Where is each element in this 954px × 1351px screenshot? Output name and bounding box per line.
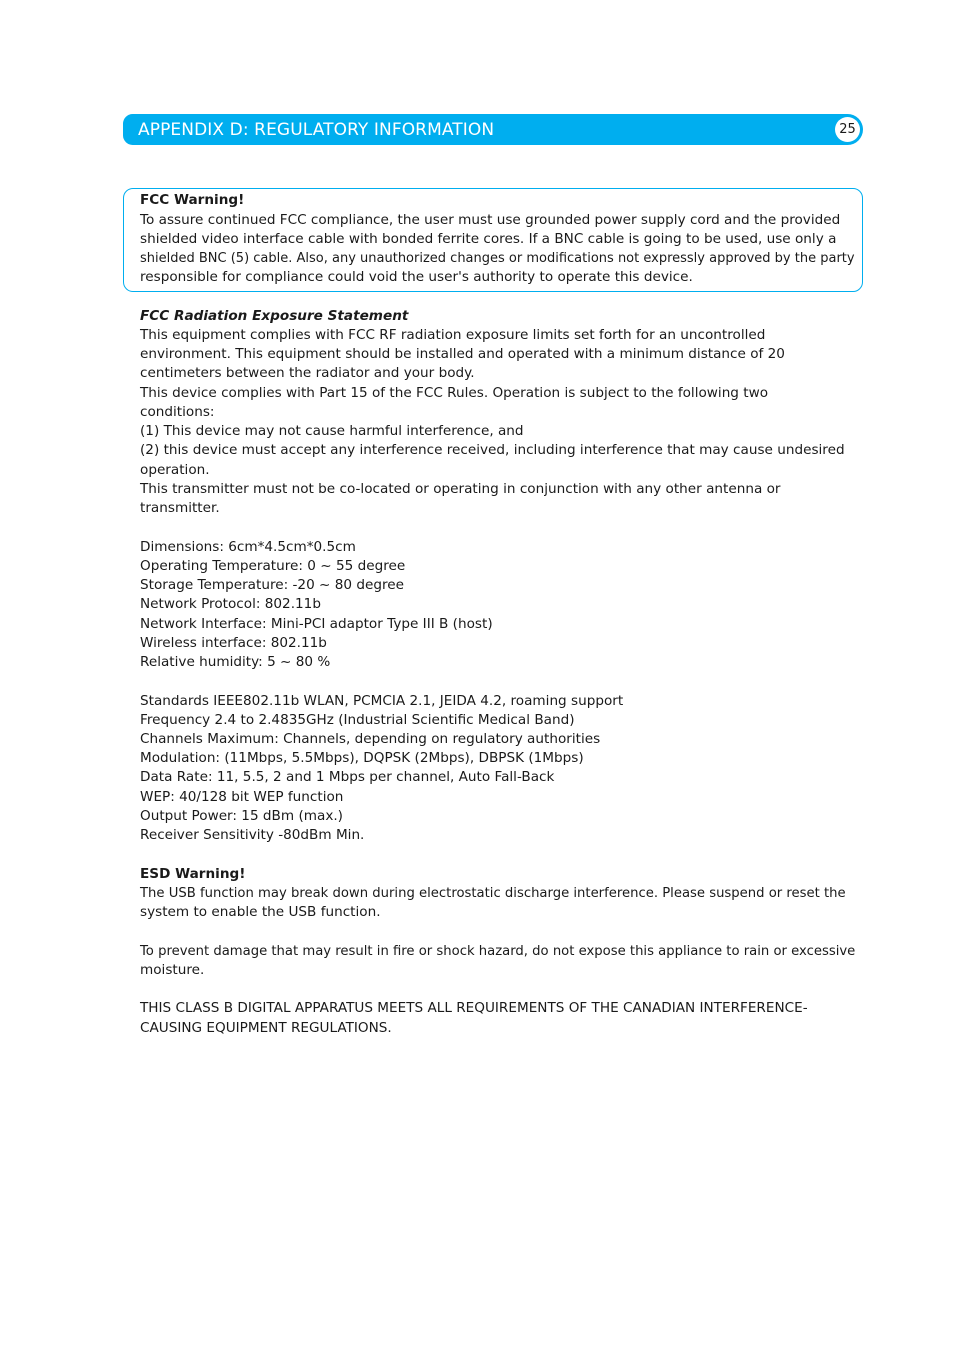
spec-line: Dimensions: 6cm*4.5cm*0.5cm bbox=[140, 539, 356, 555]
fcc-warning-heading: FCC Warning! bbox=[140, 192, 245, 208]
spec-line: Standards IEEE802.11b WLAN, PCMCIA 2.1, JEIDA 4.2, roaming support bbox=[140, 693, 624, 709]
radiation-line: This transmitter must not be co-located or operating in conjunction with any other antenna or bbox=[140, 481, 781, 497]
radiation-line: centimeters between the radiator and your body. bbox=[140, 365, 475, 381]
spec-line: Operating Temperature: 0 ~ 55 degree bbox=[140, 558, 406, 574]
radiation-line: (1) This device may not cause harmful interference, and bbox=[140, 423, 524, 439]
spec-line: Data Rate: 11, 5.5, 2 and 1 Mbps per channel, Auto Fall-Back bbox=[140, 769, 555, 785]
fcc-warning-line: shielded BNC (5) cable. Also, any unauthorized changes or modifications not expressly approved by the party bbox=[140, 251, 855, 266]
fcc-warning-line: responsible for compliance could void the user's authority to operate this device. bbox=[140, 269, 693, 285]
esd-line: system to enable the USB function. bbox=[140, 904, 381, 920]
esd-line: The USB function may break down during electrostatic discharge interference. Please suspend or reset the bbox=[140, 886, 846, 901]
spec-line: Frequency 2.4 to 2.4835GHz (Industrial Scientific Medical Band) bbox=[140, 712, 575, 728]
spec-line: Network Protocol: 802.11b bbox=[140, 596, 321, 612]
esd-warning-heading: ESD Warning! bbox=[140, 866, 246, 882]
radiation-line: conditions: bbox=[140, 404, 215, 420]
fcc-warning-line: To assure continued FCC compliance, the user must use grounded power supply cord and the provided bbox=[140, 212, 841, 228]
hazard-line: To prevent damage that may result in fire or shock hazard, do not expose this appliance to rain or excessive bbox=[140, 944, 856, 959]
spec-line: Wireless interface: 802.11b bbox=[140, 635, 327, 651]
spec-line: Relative humidity: 5 ~ 80 % bbox=[140, 654, 331, 670]
section-header-bar bbox=[123, 114, 863, 145]
spec-line: Storage Temperature: -20 ~ 80 degree bbox=[140, 577, 405, 593]
canada-statement-line: CAUSING EQUIPMENT REGULATIONS. bbox=[140, 1020, 392, 1036]
fcc-warning-line: shielded video interface cable with bonded ferrite cores. If a BNC cable is going to be used, use only a bbox=[140, 231, 837, 247]
radiation-line: environment. This equipment should be installed and operated with a minimum distance of 20 bbox=[140, 346, 785, 362]
spec-line: Receiver Sensitivity -80dBm Min. bbox=[140, 827, 365, 843]
radiation-heading: FCC Radiation Exposure Statement bbox=[140, 308, 409, 324]
spec-line: Output Power: 15 dBm (max.) bbox=[140, 808, 343, 824]
radiation-line: operation. bbox=[140, 462, 210, 478]
radiation-line: This device complies with Part 15 of the FCC Rules. Operation is subject to the following two bbox=[140, 385, 769, 401]
spec-line: Network Interface: Mini-PCI adaptor Type III B (host) bbox=[140, 616, 493, 632]
radiation-line: This equipment complies with FCC RF radiation exposure limits set forth for an uncontrolled bbox=[140, 327, 766, 343]
spec-line: Channels Maximum: Channels, depending on regulatory authorities bbox=[140, 731, 601, 747]
section-title: APPENDIX D: REGULATORY INFORMATION bbox=[138, 120, 495, 140]
radiation-line: (2) this device must accept any interference received, including interference that may cause undesired bbox=[140, 442, 845, 458]
hazard-line: moisture. bbox=[140, 962, 205, 978]
canada-statement-line: THIS CLASS B DIGITAL APPARATUS MEETS ALL REQUIREMENTS OF THE CANADIAN INTERFERENCE- bbox=[140, 1000, 808, 1016]
spec-line: WEP: 40/128 bit WEP function bbox=[140, 789, 344, 805]
radiation-line: transmitter. bbox=[140, 500, 220, 516]
spec-line: Modulation: (11Mbps, 5.5Mbps), DQPSK (2Mbps), DBPSK (1Mbps) bbox=[140, 750, 584, 766]
page-number-badge: 25 bbox=[835, 117, 860, 142]
